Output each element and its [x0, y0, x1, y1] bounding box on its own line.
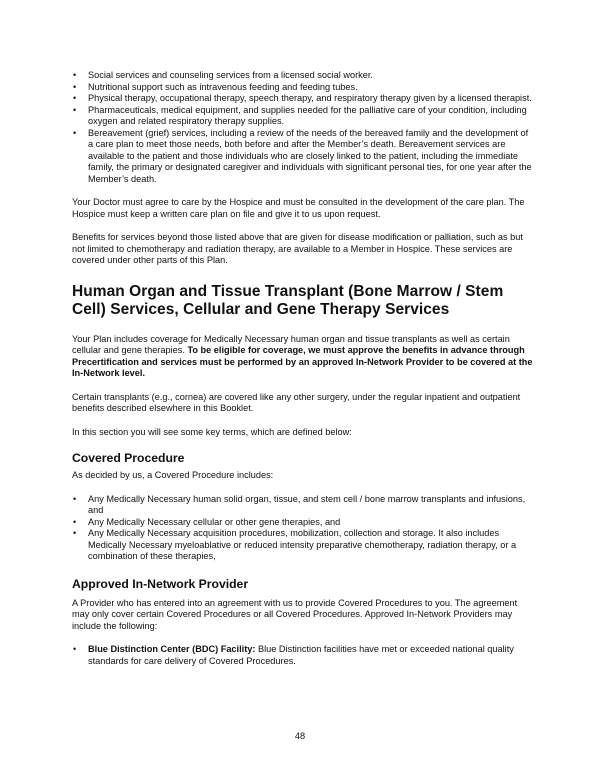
bullet-icon: • — [73, 493, 77, 504]
covered-procedure-list — [72, 494, 534, 563]
covered-procedure-heading: Covered Procedure — [72, 451, 185, 465]
list-item-text: Any Medically Necessary acquisition procedures, mobilization, collection and storage. It also includes Medically Necessary myeloablative or reduced intensity preparative chemotherapy, radiation therapy, or a combination of these therapies, — [88, 528, 517, 561]
section-heading: Human Organ and Tissue Transplant (Bone Marrow / Stem Cell) Services, Cellular and Gene Therapy Services — [72, 282, 504, 318]
approved-provider-heading: Approved In-Network Provider — [72, 576, 249, 591]
list-item-text: Physical therapy, occupational therapy, speech therapy, and respiratory therapy given by a licensed therapist. — [88, 93, 532, 103]
coverage-requirement-text: To be eligible for coverage, we must approve the benefits in advance through Precertification and services must be performed by an approved In-Network Provider to be covered at the In-Network level. — [72, 345, 533, 378]
bdc-label: Blue Distinction Center (BDC) Facility — [88, 644, 253, 654]
list-item — [72, 70, 534, 82]
page-number: 48 — [294, 731, 306, 741]
bullet-icon: • — [73, 81, 77, 92]
bdc-text: Blue Distinction facilities have met or exceeded national quality standards for care delivery of Covered Procedures. — [88, 644, 514, 666]
bullet-icon: • — [73, 644, 77, 654]
benefits-paragraph: Benefits for services beyond those listed above that are given for disease modification or palliation, such as but not limited to chemotherapy and radiation therapy, are available to a Member in Hospice. These services are covered under other parts of this Plan. — [72, 232, 523, 265]
list-item — [72, 494, 534, 517]
list-item — [72, 105, 534, 128]
list-item — [72, 93, 534, 105]
doctor-paragraph: Your Doctor must agree to care by the Hospice and must be consulted in the development of the care plan. The Hospice must keep a written care plan on file and give it to us upon request. — [72, 197, 525, 219]
list-item — [72, 528, 534, 563]
list-item-text: Nutritional support such as intravenous feeding and feeding tubes. — [88, 81, 358, 92]
key-terms-paragraph: In this section you will see some key terms, which are defined below: — [72, 426, 352, 437]
list-item — [72, 128, 534, 186]
list-item-text: Any Medically Necessary human solid organ, tissue, and stem cell / bone marrow transplants and infusions, and — [88, 493, 526, 515]
list-item-text: Pharmaceuticals, medical equipment, and supplies needed for the palliative care of your condition, including oxygen and related respiratory therapy supplies. — [88, 104, 527, 126]
covered-procedure-intro: As decided by us, a Covered Procedure includes: — [72, 470, 274, 480]
list-item — [72, 517, 534, 529]
bullet-icon: • — [73, 127, 77, 138]
list-item-text: Any Medically Necessary cellular or other gene therapies, and — [88, 516, 341, 527]
bullet-icon: • — [73, 528, 77, 538]
coverage-paragraph — [72, 334, 534, 380]
bullet-icon: • — [73, 93, 77, 103]
list-item-text: Social services and counseling services from a licensed social worker. — [88, 70, 373, 80]
bdc-colon: : — [252, 644, 256, 654]
transplants-paragraph: Certain transplants (e.g., cornea) are covered like any other surgery, under the regular inpatient and outpatient benefits described elsewhere in this Booklet. — [72, 391, 521, 413]
approved-provider-paragraph: A Provider who has entered into an agreement with us to provide Covered Procedures to you. The agreement may only cover certain Covered Procedures or all Covered Procedures. Approved In-Network Providers may include the following: — [72, 597, 518, 631]
list-item — [72, 644, 534, 667]
approved-provider-list — [72, 644, 534, 667]
list-item-text: Bereavement (grief) services, including a review of the needs of the bereaved family and the development of a care plan to meet those needs, both before and after the Member’s death. Bereavement services are available to the patient and those individuals who are closely linked to the patient, including the immediate family, the primary or designated caregiver and individuals with significant personal ties, for one year after the Member’s death. — [88, 127, 532, 184]
bullet-icon: • — [73, 516, 77, 527]
bullet-icon: • — [73, 104, 77, 115]
list-item — [72, 82, 534, 94]
hospice-services-list — [72, 70, 534, 185]
page-content — [72, 70, 534, 667]
bullet-icon: • — [73, 70, 77, 80]
coverage-text: Your Plan includes coverage for Medically Necessary human organ and tissue transplants as well as certain cellular and gene therapies. — [72, 333, 510, 355]
